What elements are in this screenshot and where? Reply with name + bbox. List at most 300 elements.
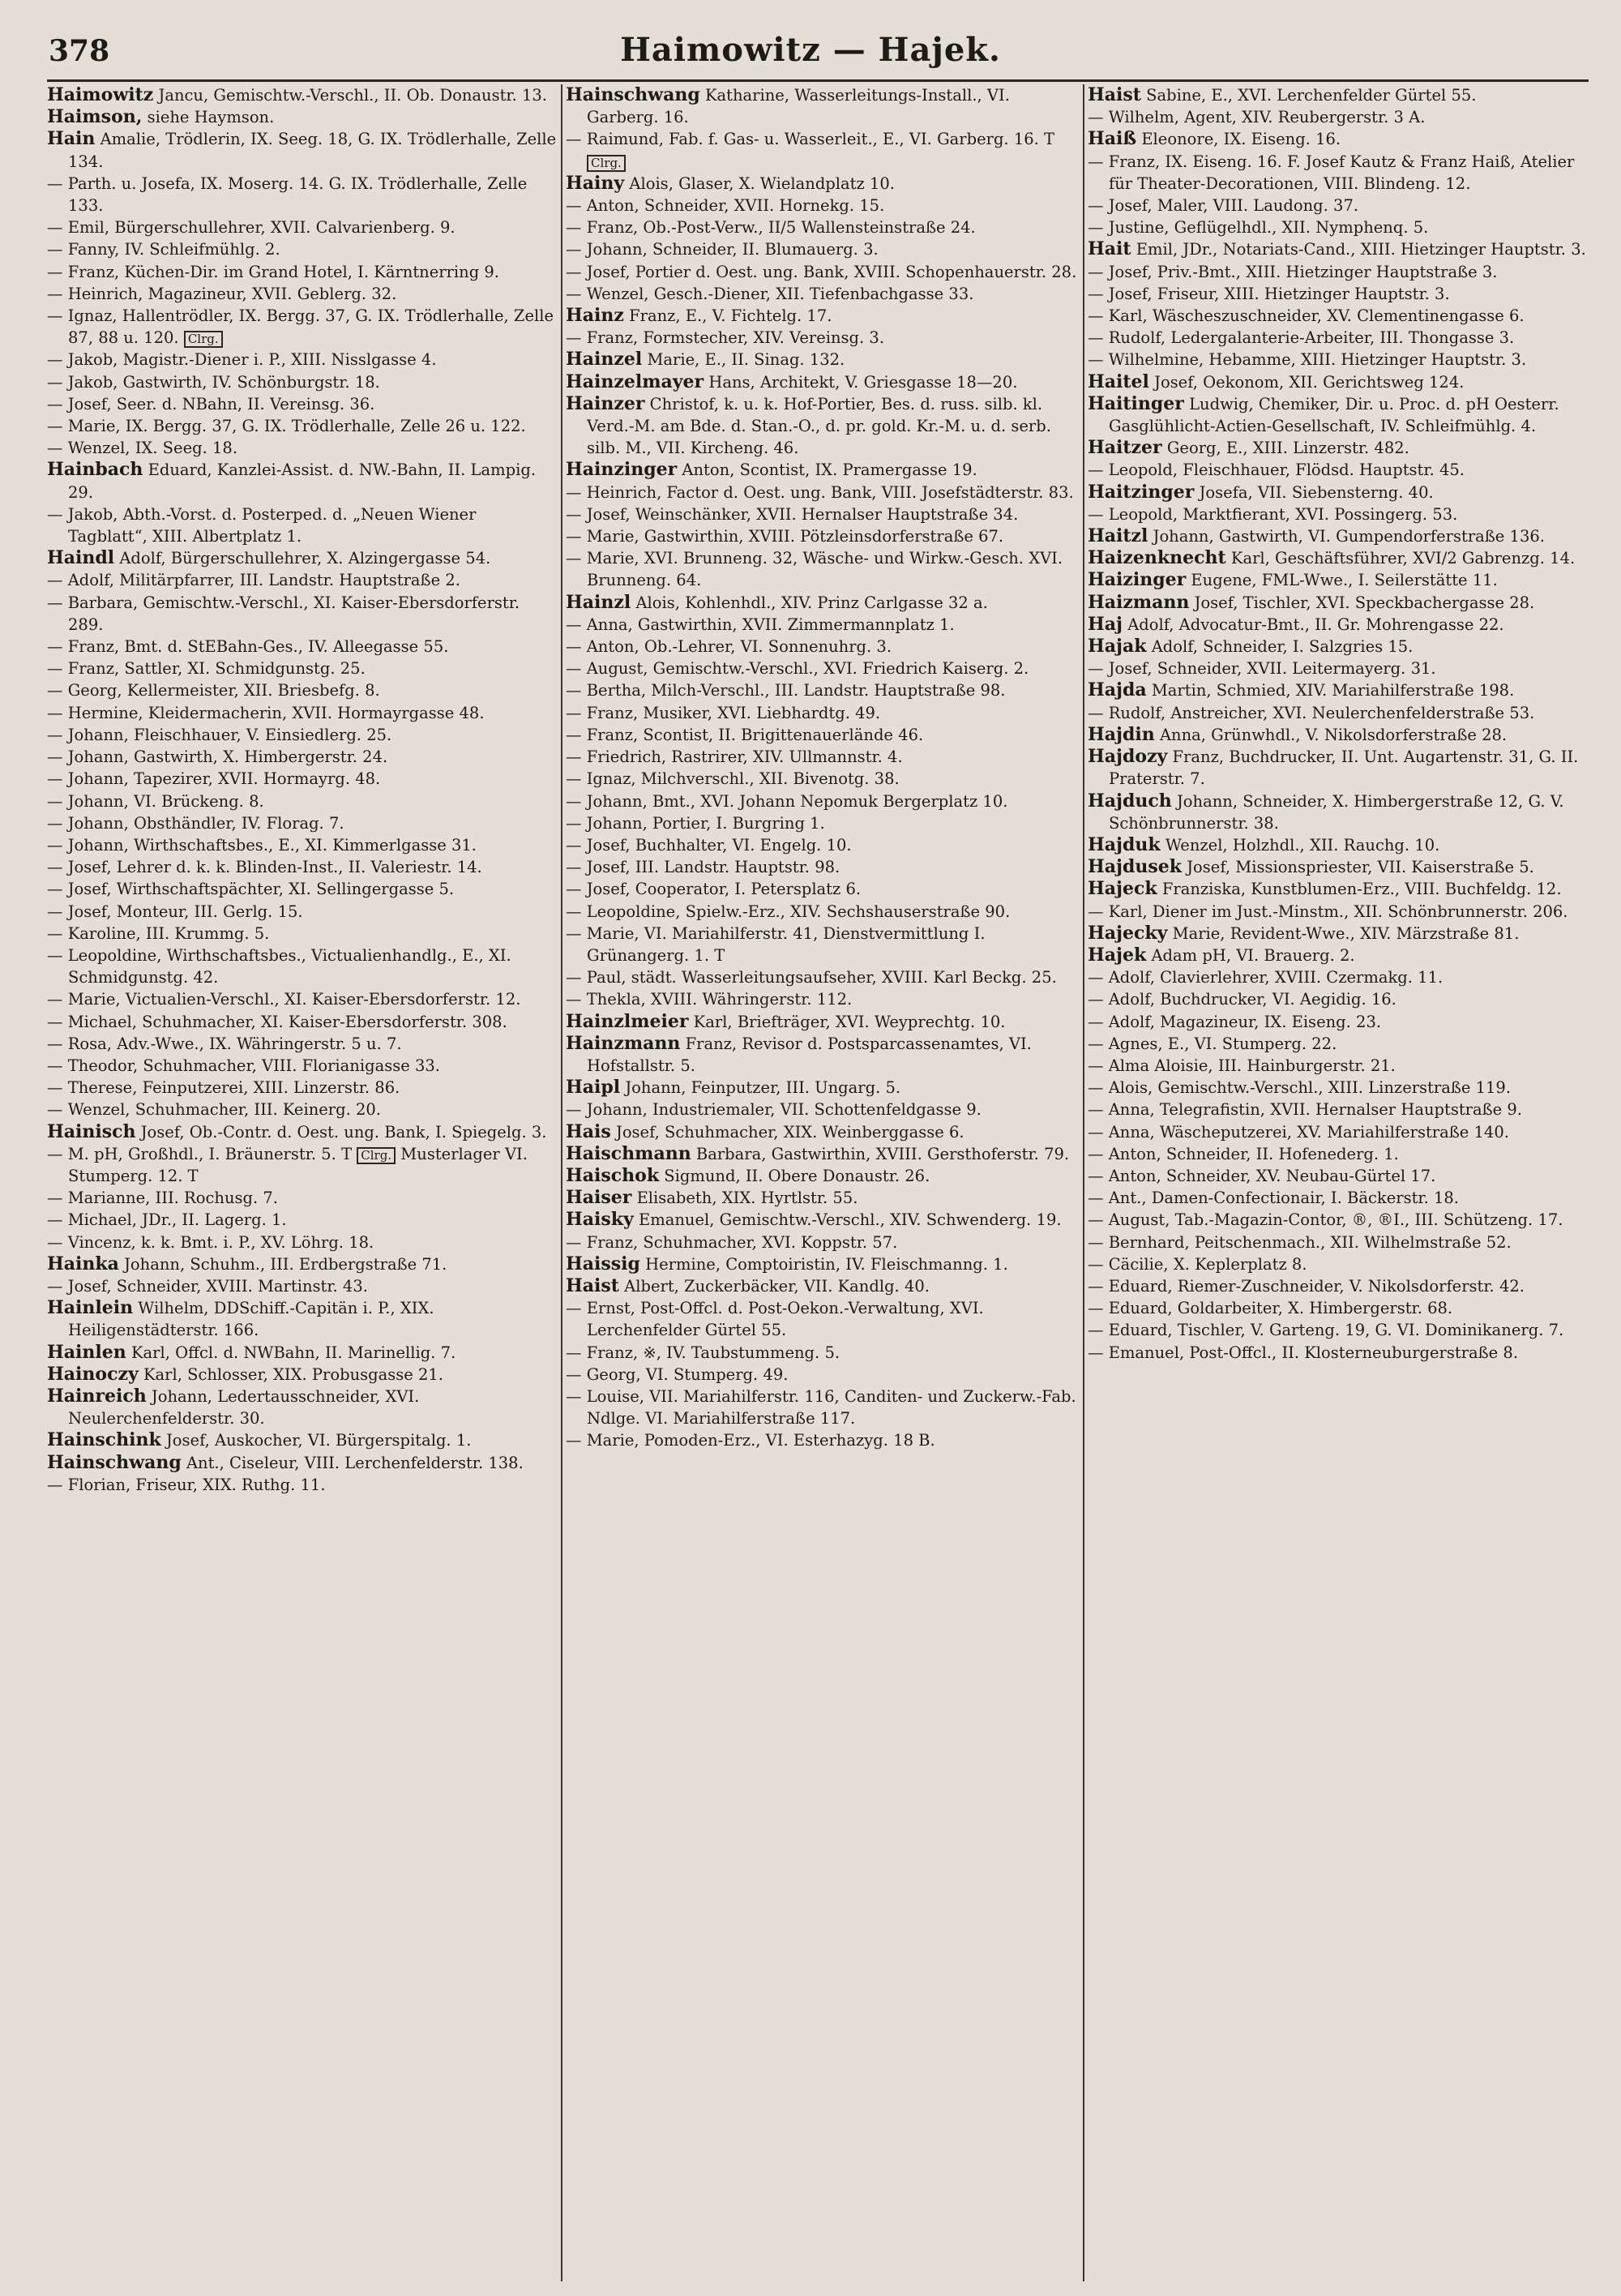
entry-text: Josef, Seer. d. NBahn, II. Vereinsg. 36. [67, 394, 375, 413]
continuation-dash: — [47, 593, 68, 612]
continuation-dash: — [47, 725, 68, 744]
entry-text: Leopold, Marktfierant, XVI. Possingerg. 53. [1108, 504, 1458, 524]
directory-entry [1088, 1143, 1602, 1165]
entry-text: Hans, Architekt, V. Griesgasse 18—20. [704, 372, 1018, 392]
entry-text: Marie, Victualien-Verschl., XI. Kaiser-Ebersdorferstr. 12. [67, 990, 521, 1009]
directory-entry [47, 1232, 558, 1253]
continuation-dash: — [47, 1144, 68, 1163]
directory-entry [1088, 1342, 1602, 1364]
continuation-dash: — [566, 835, 587, 855]
directory-entry [1088, 945, 1602, 966]
continuation-dash: — [566, 549, 587, 568]
continuation-dash: — [47, 923, 68, 943]
directory-entry [566, 658, 1080, 679]
continuation-dash: — [566, 990, 587, 1009]
entry-text: Anton, Scontist, IX. Pramergasse 19. [677, 460, 977, 480]
directory-entry [1088, 1319, 1602, 1341]
entry-text: siehe Haymson. [142, 108, 275, 127]
entry-text: Marie, VI. Mariahilferstr. 41, Dienstvermittlung I. Grünangerg. 1. T [586, 923, 986, 965]
directory-entry [47, 261, 558, 283]
continuation-dash: — [1088, 1276, 1109, 1296]
directory-entry [47, 1386, 558, 1429]
directory-entry [1088, 878, 1602, 900]
entry-text: Louise, VII. Mariahilferstr. 116, Canditen- und Zuckerw.-Fab. Ndlge. VI. Mariahilferstraße 117. [586, 1386, 1076, 1429]
continuation-dash: — [566, 1386, 587, 1406]
directory-entry [566, 238, 1080, 260]
entry-text: Johann, Gastwirth, X. Himbergerstr. 24. [67, 747, 388, 767]
entry-text: Josef, Portier d. Oest. ung. Bank, XVIII. Schopenhauerstr. 28. [586, 262, 1077, 281]
entry-text: Karoline, III. Krummg. 5. [67, 923, 270, 943]
entry-text: Georg, E., XIII. Linzerstr. 482. [1161, 439, 1409, 458]
entry-surname: Hainisch [47, 1120, 136, 1142]
directory-entry [566, 592, 1080, 614]
directory-entry [47, 1209, 558, 1231]
column-divider [561, 84, 562, 2281]
directory-entry [47, 1121, 558, 1143]
directory-entry [47, 856, 558, 878]
entry-surname: Hajdin [1088, 723, 1155, 745]
continuation-dash: — [1088, 1056, 1109, 1075]
entry-text: Anton, Ob.-Lehrer, VI. Sonnenuhrg. 3. [586, 637, 892, 657]
directory-entry [566, 1253, 1080, 1275]
clearing-badge: Clrg. [587, 155, 626, 172]
directory-entry [1088, 614, 1602, 636]
continuation-dash: — [566, 240, 587, 259]
entry-surname: Haizinger [1088, 569, 1187, 591]
continuation-dash: — [47, 504, 68, 524]
entry-text: Raimund, Fab. f. Gas- u. Wasserleit., E., VI. Garberg. 16. T [586, 130, 1055, 149]
continuation-dash: — [47, 659, 68, 679]
entry-surname: Hainzl [566, 591, 631, 613]
directory-entry [1088, 128, 1602, 150]
directory-columns [47, 84, 1605, 2281]
entry-text: August, Tab.-Magazin-Contor, ®, ®I., III. Schützeng. 17. [1108, 1210, 1563, 1230]
entry-surname: Haizmann [1088, 591, 1190, 613]
entry-surname: Hain [47, 128, 96, 150]
continuation-dash: — [566, 703, 587, 722]
directory-entry [47, 128, 558, 172]
entry-text: Karl, Briefträger, XVI. Weyprechtg. 10. [688, 1012, 1006, 1031]
entry-text: Leopoldine, Wirthschaftsbes., Victualienhandlg., E., XI. Schmidgunstg. 42. [67, 945, 511, 987]
entry-surname: Hainka [47, 1253, 119, 1274]
continuation-dash: — [47, 571, 68, 590]
directory-entry [1088, 636, 1602, 658]
directory-entry [47, 834, 558, 856]
entry-text: Josef, Weinschänker, XVII. Hernalser Hauptstraße 34. [586, 504, 1019, 524]
directory-column-2 [566, 84, 1080, 2281]
continuation-dash: — [1088, 504, 1109, 524]
entry-text: Johann, Feinputzer, III. Ungarg. 5. [620, 1078, 901, 1098]
entry-text: Michael, Schuhmacher, XI. Kaiser-Ebersdorferstr. 308. [67, 1012, 507, 1031]
directory-entry [47, 238, 558, 260]
continuation-dash: — [1088, 1144, 1109, 1163]
entry-text: Alois, Glaser, X. Wielandplatz 10. [624, 173, 895, 193]
entry-text: Franz, Schuhmacher, XVI. Koppstr. 57. [586, 1232, 898, 1252]
entry-text: Justine, Geflügelhdl., XII. Nymphenq. 5. [1108, 218, 1429, 238]
entry-text: Johann, Industriemaler, VII. Schottenfeldgasse 9. [586, 1100, 982, 1120]
entry-text: Fanny, IV. Schleifmühlg. 2. [67, 240, 280, 259]
entry-text: Rudolf, Anstreicher, XVI. Neulerchenfelderstraße 53. [1108, 703, 1535, 722]
entry-text: Michael, JDr., II. Lagerg. 1. [67, 1210, 287, 1230]
directory-entry [566, 923, 1080, 966]
entry-text: Franz, Ob.-Post-Verw., II/5 Wallensteinstraße 24. [586, 218, 976, 238]
entry-text: Eduard, Riemer-Zuschneider, V. Nikolsdorferstr. 42. [1108, 1276, 1525, 1296]
directory-entry [1088, 1165, 1602, 1187]
continuation-dash: — [47, 1475, 68, 1494]
continuation-dash: — [47, 439, 68, 458]
directory-entry [566, 636, 1080, 658]
continuation-dash: — [566, 1232, 587, 1252]
continuation-dash: — [47, 306, 68, 326]
directory-entry [47, 503, 558, 547]
header-rule [47, 79, 1589, 82]
entry-surname: Hajak [1088, 636, 1147, 658]
directory-entry [566, 901, 1080, 923]
directory-entry [1088, 1121, 1602, 1143]
directory-entry [1088, 151, 1602, 195]
directory-entry [1088, 393, 1602, 437]
entry-text: Josef, Ob.-Contr. d. Oest. ung. Bank, I. Spiegelg. 3. [135, 1122, 547, 1142]
entry-text: Josef, Cooperator, I. Petersplatz 6. [586, 880, 862, 899]
directory-column-1 [47, 84, 558, 2281]
continuation-dash: — [1088, 703, 1109, 722]
directory-entry [47, 702, 558, 724]
directory-entry [566, 812, 1080, 834]
entry-text: Adolf, Advocatur-Bmt., II. Gr. Mohrengasse 22. [1123, 615, 1504, 634]
clearing-badge: Clrg. [184, 331, 223, 348]
directory-entry [1088, 195, 1602, 216]
page-title: Haimowitz — Hajek. [620, 31, 1001, 69]
entry-text: Wenzel, Gesch.-Diener, XII. Tiefenbachgasse 33. [586, 284, 974, 303]
directory-entry [566, 856, 1080, 878]
directory-entry [566, 614, 1080, 636]
directory-entry [1088, 547, 1602, 569]
entry-surname: Hajda [1088, 679, 1147, 701]
entry-surname: Hainschwang [566, 84, 700, 105]
directory-entry [1088, 569, 1602, 591]
directory-entry [47, 305, 558, 349]
directory-entry [566, 216, 1080, 238]
directory-entry [566, 1386, 1080, 1429]
directory-entry [47, 1011, 558, 1033]
entry-text: Ludwig, Chemiker, Dir. u. Proc. d. pH Oesterr. Gasglühlicht-Actien-Gesellschaft, IV. Schleifmühlg. 4. [1109, 394, 1559, 436]
directory-entry [47, 349, 558, 371]
entry-surname: Hajduch [1088, 790, 1172, 812]
continuation-dash: — [1088, 328, 1109, 348]
continuation-dash: — [47, 350, 68, 370]
directory-entry [566, 1165, 1080, 1187]
directory-entry [566, 547, 1080, 591]
directory-entry [47, 1364, 558, 1386]
continuation-dash: — [566, 1100, 587, 1120]
page-header [0, 0, 1621, 81]
entry-text: Karl, Schlosser, XIX. Probusgasse 21. [138, 1364, 444, 1384]
entry-text: Franz, IX. Eiseng. 16. F. Josef Kautz & Franz Haiß, Atelier für Theater-Decorationen, VIII. Blindeng. 12. [1108, 152, 1575, 193]
directory-entry [1088, 327, 1602, 349]
entry-text: Johann, Schneider, II. Blumauerg. 3. [586, 240, 879, 259]
continuation-dash: — [1088, 1012, 1109, 1031]
entry-text: Franz, Revisor d. Postsparcassenamtes, VI. Hofstallstr. 5. [587, 1034, 1032, 1075]
continuation-dash: — [47, 1210, 68, 1230]
entry-text: Emanuel, Post-Offcl., II. Klosterneuburgerstraße 8. [1108, 1343, 1519, 1362]
continuation-dash: — [1088, 152, 1109, 171]
directory-entry [1088, 1099, 1602, 1120]
continuation-dash: — [566, 1364, 587, 1384]
directory-entry [1088, 592, 1602, 614]
directory-entry [566, 84, 1080, 128]
directory-entry [566, 1077, 1080, 1099]
directory-entry [47, 592, 558, 636]
directory-entry [566, 1033, 1080, 1077]
directory-entry [47, 923, 558, 945]
directory-entry [566, 1121, 1080, 1143]
directory-entry [566, 1187, 1080, 1209]
directory-entry [47, 1253, 558, 1275]
entry-text: Eduard, Goldarbeiter, X. Himbergerstr. 68. [1108, 1299, 1453, 1318]
entry-text: Albert, Zuckerbäcker, VII. Kandlg. 40. [618, 1276, 930, 1296]
entry-text: Josef, Monteur, III. Gerlg. 15. [67, 902, 303, 921]
continuation-dash: — [47, 769, 68, 789]
directory-entry [566, 261, 1080, 283]
continuation-dash: — [566, 659, 587, 679]
continuation-dash: — [566, 747, 587, 767]
continuation-dash: — [47, 791, 68, 811]
entry-surname: Hajdozy [1088, 746, 1168, 768]
directory-column-3 [1088, 84, 1602, 2281]
continuation-dash: — [1088, 990, 1109, 1009]
entry-text: Jancu, Gemischtw.-Verschl., II. Ob. Donaustr. 13. [153, 86, 547, 105]
directory-entry [1088, 238, 1602, 260]
entry-text: Johann, VI. Brückeng. 8. [67, 791, 264, 811]
entry-surname: Haj [1088, 613, 1123, 635]
entry-text: Anna, Wäscheputzerei, XV. Mariahilferstraße 140. [1108, 1122, 1509, 1142]
directory-entry [1088, 216, 1602, 238]
entry-surname: Hainy [566, 172, 625, 194]
continuation-dash: — [1088, 284, 1109, 303]
entry-text: Karl, Offcl. d. NWBahn, II. Marinellig. 7. [126, 1343, 456, 1362]
directory-entry [47, 371, 558, 393]
continuation-dash: — [47, 372, 68, 392]
entry-surname: Hait [1088, 238, 1131, 260]
continuation-dash: — [1088, 968, 1109, 987]
directory-entry [1088, 261, 1602, 283]
continuation-dash: — [566, 725, 587, 744]
entry-text: Elisabeth, XIX. Hyrtlstr. 55. [631, 1189, 858, 1208]
continuation-dash: — [566, 482, 587, 502]
directory-entry [47, 1297, 558, 1341]
continuation-dash: — [566, 527, 587, 546]
continuation-dash: — [47, 1276, 68, 1296]
entry-text: Franz, E., V. Fichtelg. 17. [623, 306, 832, 326]
directory-entry [566, 746, 1080, 768]
directory-entry [1088, 525, 1602, 547]
entry-text: Johann, Fleischhauer, V. Einsiedlerg. 25. [67, 725, 392, 744]
directory-entry [1088, 1033, 1602, 1055]
entry-surname: Hajek [1088, 944, 1147, 966]
directory-entry [1088, 1232, 1602, 1253]
entry-text-continued: Musterlager VI. Stumperg. 12. T [68, 1144, 528, 1185]
entry-surname: Hainbach [47, 459, 143, 481]
entry-surname: Haimowitz [47, 84, 154, 105]
entry-text: Alois, Gemischtw.-Verschl., XIII. Linzerstraße 119. [1108, 1078, 1512, 1098]
directory-entry [566, 503, 1080, 525]
directory-entry [47, 1187, 558, 1209]
continuation-dash: — [566, 923, 587, 943]
entry-text: Therese, Feinputzerei, XIII. Linzerstr. 86. [67, 1078, 400, 1098]
continuation-dash: — [47, 394, 68, 413]
entry-text: Johann, Obsthändler, IV. Florag. 7. [67, 813, 344, 833]
entry-text: Johann, Tapezirer, XVII. Hormayrg. 48. [67, 769, 381, 789]
continuation-dash: — [566, 1431, 587, 1450]
entry-surname: Haipl [566, 1077, 621, 1099]
entry-surname: Hainzinger [566, 459, 678, 481]
continuation-dash: — [47, 1189, 68, 1208]
directory-entry [47, 746, 558, 768]
continuation-dash: — [566, 902, 587, 921]
entry-text: Hermine, Kleidermacherin, XVII. Hormayrgasse 48. [67, 703, 485, 722]
directory-entry [47, 812, 558, 834]
directory-entry [566, 482, 1080, 503]
directory-entry [566, 1099, 1080, 1120]
directory-entry [566, 305, 1080, 327]
continuation-dash: — [1088, 262, 1109, 281]
entry-text: Barbara, Gastwirthin, XVIII. Gersthoferstr. 79. [691, 1144, 1070, 1163]
directory-entry [1088, 746, 1602, 790]
directory-entry [47, 724, 558, 746]
entry-text: Sigmund, II. Obere Donaustr. 26. [659, 1166, 930, 1185]
continuation-dash: — [566, 1299, 587, 1318]
entry-text: Rudolf, Ledergalanterie-Arbeiter, III. Thongasse 3. [1108, 328, 1515, 348]
entry-text: Josef, Oekonom, XII. Gerichtsweg 124. [1148, 372, 1465, 392]
directory-entry [47, 901, 558, 923]
continuation-dash: — [47, 813, 68, 833]
entry-text: Jakob, Abth.-Vorst. d. Posterped. d. „Neuen Wiener Tagblatt“, XIII. Albertplatz 1. [67, 504, 477, 546]
continuation-dash: — [47, 945, 68, 965]
entry-text: Heinrich, Magazineur, XVII. Geblerg. 32. [67, 284, 397, 303]
directory-entry [47, 636, 558, 658]
entry-surname: Haizenknecht [1088, 547, 1226, 569]
entry-surname: Hainlen [47, 1341, 126, 1363]
entry-text: Sabine, E., XVI. Lerchenfelder Gürtel 55. [1140, 86, 1477, 105]
entry-surname: Haist [1088, 84, 1141, 105]
directory-entry [1088, 834, 1602, 856]
continuation-dash: — [47, 284, 68, 303]
directory-entry [566, 679, 1080, 701]
entry-text: M. pH, Großhdl., I. Bräunerstr. 5. T [67, 1144, 353, 1163]
entry-text: Johann, Ledertausschneider, XVI. Neulerchenfelderstr. 30. [68, 1386, 420, 1429]
directory-entry [566, 1209, 1080, 1231]
directory-entry [566, 1275, 1080, 1297]
entry-text: Josef, Friseur, XIII. Hietzinger Hauptstr. 3. [1108, 284, 1450, 303]
entry-surname: Haissig [566, 1253, 640, 1274]
directory-entry [47, 1055, 558, 1077]
entry-text: Anton, Schneider, II. Hofenederg. 1. [1108, 1144, 1399, 1163]
directory-entry [47, 988, 558, 1010]
page-number: 378 [49, 34, 110, 68]
entry-text: Leopoldine, Spielw.-Erz., XIV. Sechshauserstraße 90. [586, 902, 1011, 921]
directory-entry [47, 878, 558, 900]
directory-entry [566, 349, 1080, 371]
entry-text: Georg, VI. Stumperg. 49. [586, 1364, 789, 1384]
entry-surname: Hainschink [47, 1429, 161, 1451]
entry-text: Anton, Schneider, XV. Neubau-Gürtel 17. [1108, 1166, 1436, 1185]
directory-entry [47, 283, 558, 305]
directory-entry [47, 216, 558, 238]
entry-text: Adolf, Magazineur, IX. Eiseng. 23. [1108, 1012, 1382, 1031]
directory-entry [47, 1077, 558, 1099]
entry-text: Josef, Lehrer d. k. k. Blinden-Inst., II. Valeriestr. 14. [67, 858, 482, 877]
directory-entry [47, 1342, 558, 1364]
directory-entry [1088, 1253, 1602, 1275]
directory-entry [566, 790, 1080, 812]
entry-text: Jakob, Gastwirth, IV. Schönburgstr. 18. [67, 372, 380, 392]
directory-entry [566, 966, 1080, 988]
continuation-dash: — [566, 858, 587, 877]
directory-entry [1088, 658, 1602, 679]
entry-text: Vincenz, k. k. Bmt. i. P., XV. Löhrg. 18. [67, 1232, 374, 1252]
entry-text: Franziska, Kunstblumen-Erz., VIII. Buchfeldg. 12. [1157, 880, 1562, 899]
entry-text: Wilhelm, Agent, XIV. Reubergerstr. 3 A. [1108, 108, 1426, 127]
directory-entry [47, 1143, 558, 1187]
continuation-dash: — [1088, 902, 1109, 921]
entry-text: Franz, Sattler, XI. Schmidgunstg. 25. [67, 659, 366, 679]
entry-text: Marianne, III. Rochusg. 7. [67, 1189, 278, 1208]
entry-text: Rosa, Adv.-Wwe., IX. Währingerstr. 5 u. 7. [67, 1034, 402, 1053]
entry-text: Emanuel, Gemischtw.-Verschl., XIV. Schwenderg. 19. [633, 1210, 1062, 1230]
entry-text: Marie, IX. Bergg. 37, G. IX. Trödlerhalle, Zelle 26 u. 122. [67, 417, 526, 436]
entry-text: Emil, Bürgerschullehrer, XVII. Calvarienberg. 9. [67, 218, 456, 238]
directory-entry [566, 1364, 1080, 1386]
directory-entry [47, 415, 558, 437]
entry-surname: Hais [566, 1120, 611, 1142]
entry-text: Josef, Buchhalter, VI. Engelg. 10. [586, 835, 852, 855]
directory-entry [1088, 1209, 1602, 1231]
directory-entry [566, 393, 1080, 460]
directory-entry [47, 393, 558, 415]
directory-entry [47, 1429, 558, 1451]
continuation-dash: — [566, 769, 587, 789]
entry-text: Adolf, Schneider, I. Salzgries 15. [1146, 637, 1414, 657]
continuation-dash: — [47, 218, 68, 238]
directory-entry [1088, 679, 1602, 701]
directory-entry [566, 1342, 1080, 1364]
entry-text: Ernst, Post-Offcl. d. Post-Oekon.-Verwaltung, XVI. Lerchenfelder Gürtel 55. [586, 1299, 984, 1340]
continuation-dash: — [566, 218, 587, 238]
continuation-dash: — [1088, 1034, 1109, 1053]
entry-text: Josef, Priv.-Bmt., XIII. Hietzinger Hauptstraße 3. [1108, 262, 1498, 281]
directory-entry [1088, 901, 1602, 923]
directory-entry [47, 1099, 558, 1120]
continuation-dash: — [1088, 659, 1109, 679]
entry-text: August, Gemischtw.-Verschl., XVI. Friedrich Kaiserg. 2. [586, 659, 1029, 679]
continuation-dash: — [47, 1232, 68, 1252]
continuation-dash: — [566, 615, 587, 634]
entry-text: Eleonore, IX. Eiseng. 16. [1136, 130, 1341, 149]
continuation-dash: — [47, 1056, 68, 1075]
directory-entry [1088, 1011, 1602, 1033]
entry-text: Katharine, Wasserleitungs-Install., VI. Garberg. 16. [587, 86, 1010, 127]
entry-text: Franz, Formstecher, XIV. Vereinsg. 3. [586, 328, 885, 348]
entry-text: Anton, Schneider, XVII. Hornekg. 15. [586, 196, 885, 216]
directory-entry [47, 1275, 558, 1297]
continuation-dash: — [47, 747, 68, 767]
entry-text: Jakob, Magistr.-Diener i. P., XIII. Nisslgasse 4. [67, 350, 437, 370]
directory-entry [1088, 283, 1602, 305]
entry-text: Franz, Scontist, II. Brigittenauerlände 46. [586, 725, 924, 744]
entry-text: Hermine, Comptoiristin, IV. Fleischmanng. 1. [639, 1254, 1008, 1274]
entry-text: Josefa, VII. Siebensterng. 40. [1194, 482, 1434, 502]
entry-text: Theodor, Schuhmacher, VIII. Florianigasse 33. [67, 1056, 440, 1075]
